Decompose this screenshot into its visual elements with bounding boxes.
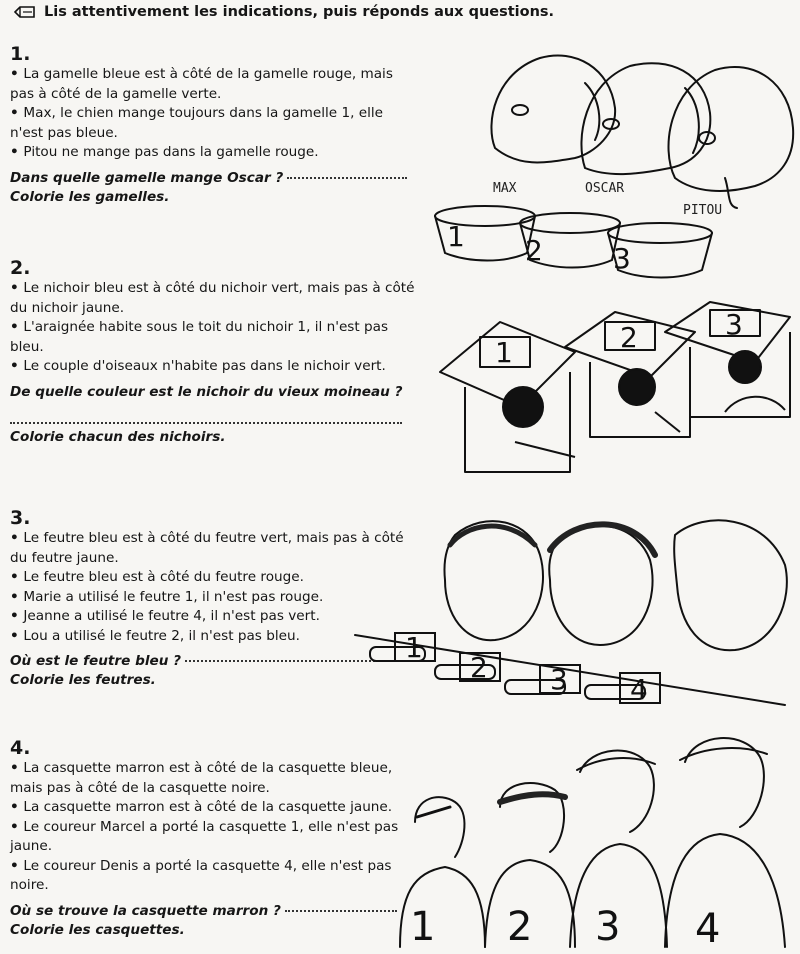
page-header [14, 4, 554, 20]
clue: • Le couple d'oiseaux n'habite pas dans le nichoir vert. [10, 357, 415, 377]
clue: • Le coureur Marcel a porté la casquette 1, elle n'est pas jaune. [10, 818, 415, 857]
runners-caps-illustration [395, 722, 795, 952]
clue: • La gamelle bleue est à côté de la gamelle rouge, mais pas à côté de la gamelle verte. [10, 65, 415, 104]
runner-number: 3 [595, 904, 621, 950]
dog-max-icon [491, 55, 615, 162]
marker-number: 2 [470, 651, 488, 684]
runner-number: 2 [507, 904, 533, 950]
exercise-4 [10, 738, 415, 940]
girl-face-icon [444, 521, 543, 640]
exercise-2 [10, 258, 415, 447]
clue: • Le nichoir bleu est à côté du nichoir vert, mais pas à côté du nichoir jaune. [10, 279, 415, 318]
exercise-number: 3. [10, 507, 31, 529]
coloring-instruction: Colorie les feutres. [10, 672, 156, 688]
clue: • Lou a utilisé le feutre 2, il n'est pas bleu. [10, 627, 415, 647]
clue: • Jeanne a utilisé le feutre 4, il n'est pas vert. [10, 607, 415, 627]
marker-number: 1 [405, 631, 423, 664]
girl-face-icon [549, 524, 655, 645]
runner [665, 738, 785, 947]
girl-face-icon [674, 520, 787, 650]
pencil-icon [14, 5, 36, 19]
dog-label: PITOU [683, 203, 723, 218]
question: De quelle couleur est le nichoir du vieux moineau ? [10, 383, 403, 400]
birdhouse-number: 1 [495, 336, 513, 369]
birdhouses-illustration [425, 292, 795, 492]
marker [585, 673, 660, 703]
coloring-instruction: Colorie chacun des nichoirs. [10, 428, 226, 445]
clue: • L'araignée habite sous le toit du nichoir 1, il n'est pas bleu. [10, 318, 415, 357]
question: Où se trouve la casquette marron ? [10, 902, 281, 919]
dogs-bowls-illustration [425, 28, 795, 288]
answer-line[interactable] [287, 176, 407, 179]
clue: • La casquette marron est à côté de la casquette bleue, mais pas à côté de la casquette noire. [10, 759, 415, 798]
question: Dans quelle gamelle mange Oscar ? [10, 169, 284, 186]
clue: • Pitou ne mange pas dans la gamelle rouge. [10, 143, 415, 163]
dog-oscar-icon [581, 63, 710, 174]
exercise-1 [10, 44, 415, 207]
coloring-instruction: Colorie les casquettes. [10, 921, 185, 938]
dog-pitou-icon [668, 67, 793, 191]
marker-number: 4 [630, 673, 648, 706]
exercise-number: 1. [10, 43, 31, 65]
exercise-number: 4. [10, 737, 31, 759]
runner-number: 1 [410, 904, 436, 950]
header-instruction: Lis attentivement les indications, puis réponds aux questions. [44, 4, 555, 20]
dog-label: MAX [493, 181, 517, 196]
clue: • Marie a utilisé le feutre 1, il n'est pas rouge. [10, 588, 415, 608]
clue: • Le feutre bleu est à côté du feutre rouge. [10, 568, 415, 588]
answer-line[interactable] [10, 408, 402, 424]
marker-number: 3 [550, 663, 568, 696]
coloring-instruction: Colorie les gamelles. [10, 188, 170, 205]
dog-label: OSCAR [585, 181, 625, 196]
bowl-number: 3 [613, 242, 631, 275]
clue: • Le feutre bleu est à côté du feutre vert, mais pas à côté du feutre jaune. [10, 529, 415, 568]
answer-line[interactable] [285, 909, 397, 912]
birdhouse-number: 3 [725, 308, 743, 341]
clue: • Le coureur Denis a porté la casquette 4, elle n'est pas noire. [10, 857, 415, 896]
runner-number: 4 [695, 906, 721, 952]
girls-markers-illustration [345, 505, 795, 715]
bowl-number: 2 [525, 234, 543, 267]
question-row [10, 383, 415, 402]
clue: • Max, le chien mange toujours dans la gamelle 1, elle n'est pas bleue. [10, 104, 415, 143]
question-row [10, 902, 415, 921]
birdhouse-number: 2 [620, 321, 638, 354]
exercise-number: 2. [10, 257, 31, 279]
bowl-number: 1 [447, 220, 465, 253]
clue: • La casquette marron est à côté de la casquette jaune. [10, 798, 415, 818]
question-row [10, 169, 415, 188]
question: Où est le feutre bleu ? [10, 653, 181, 669]
